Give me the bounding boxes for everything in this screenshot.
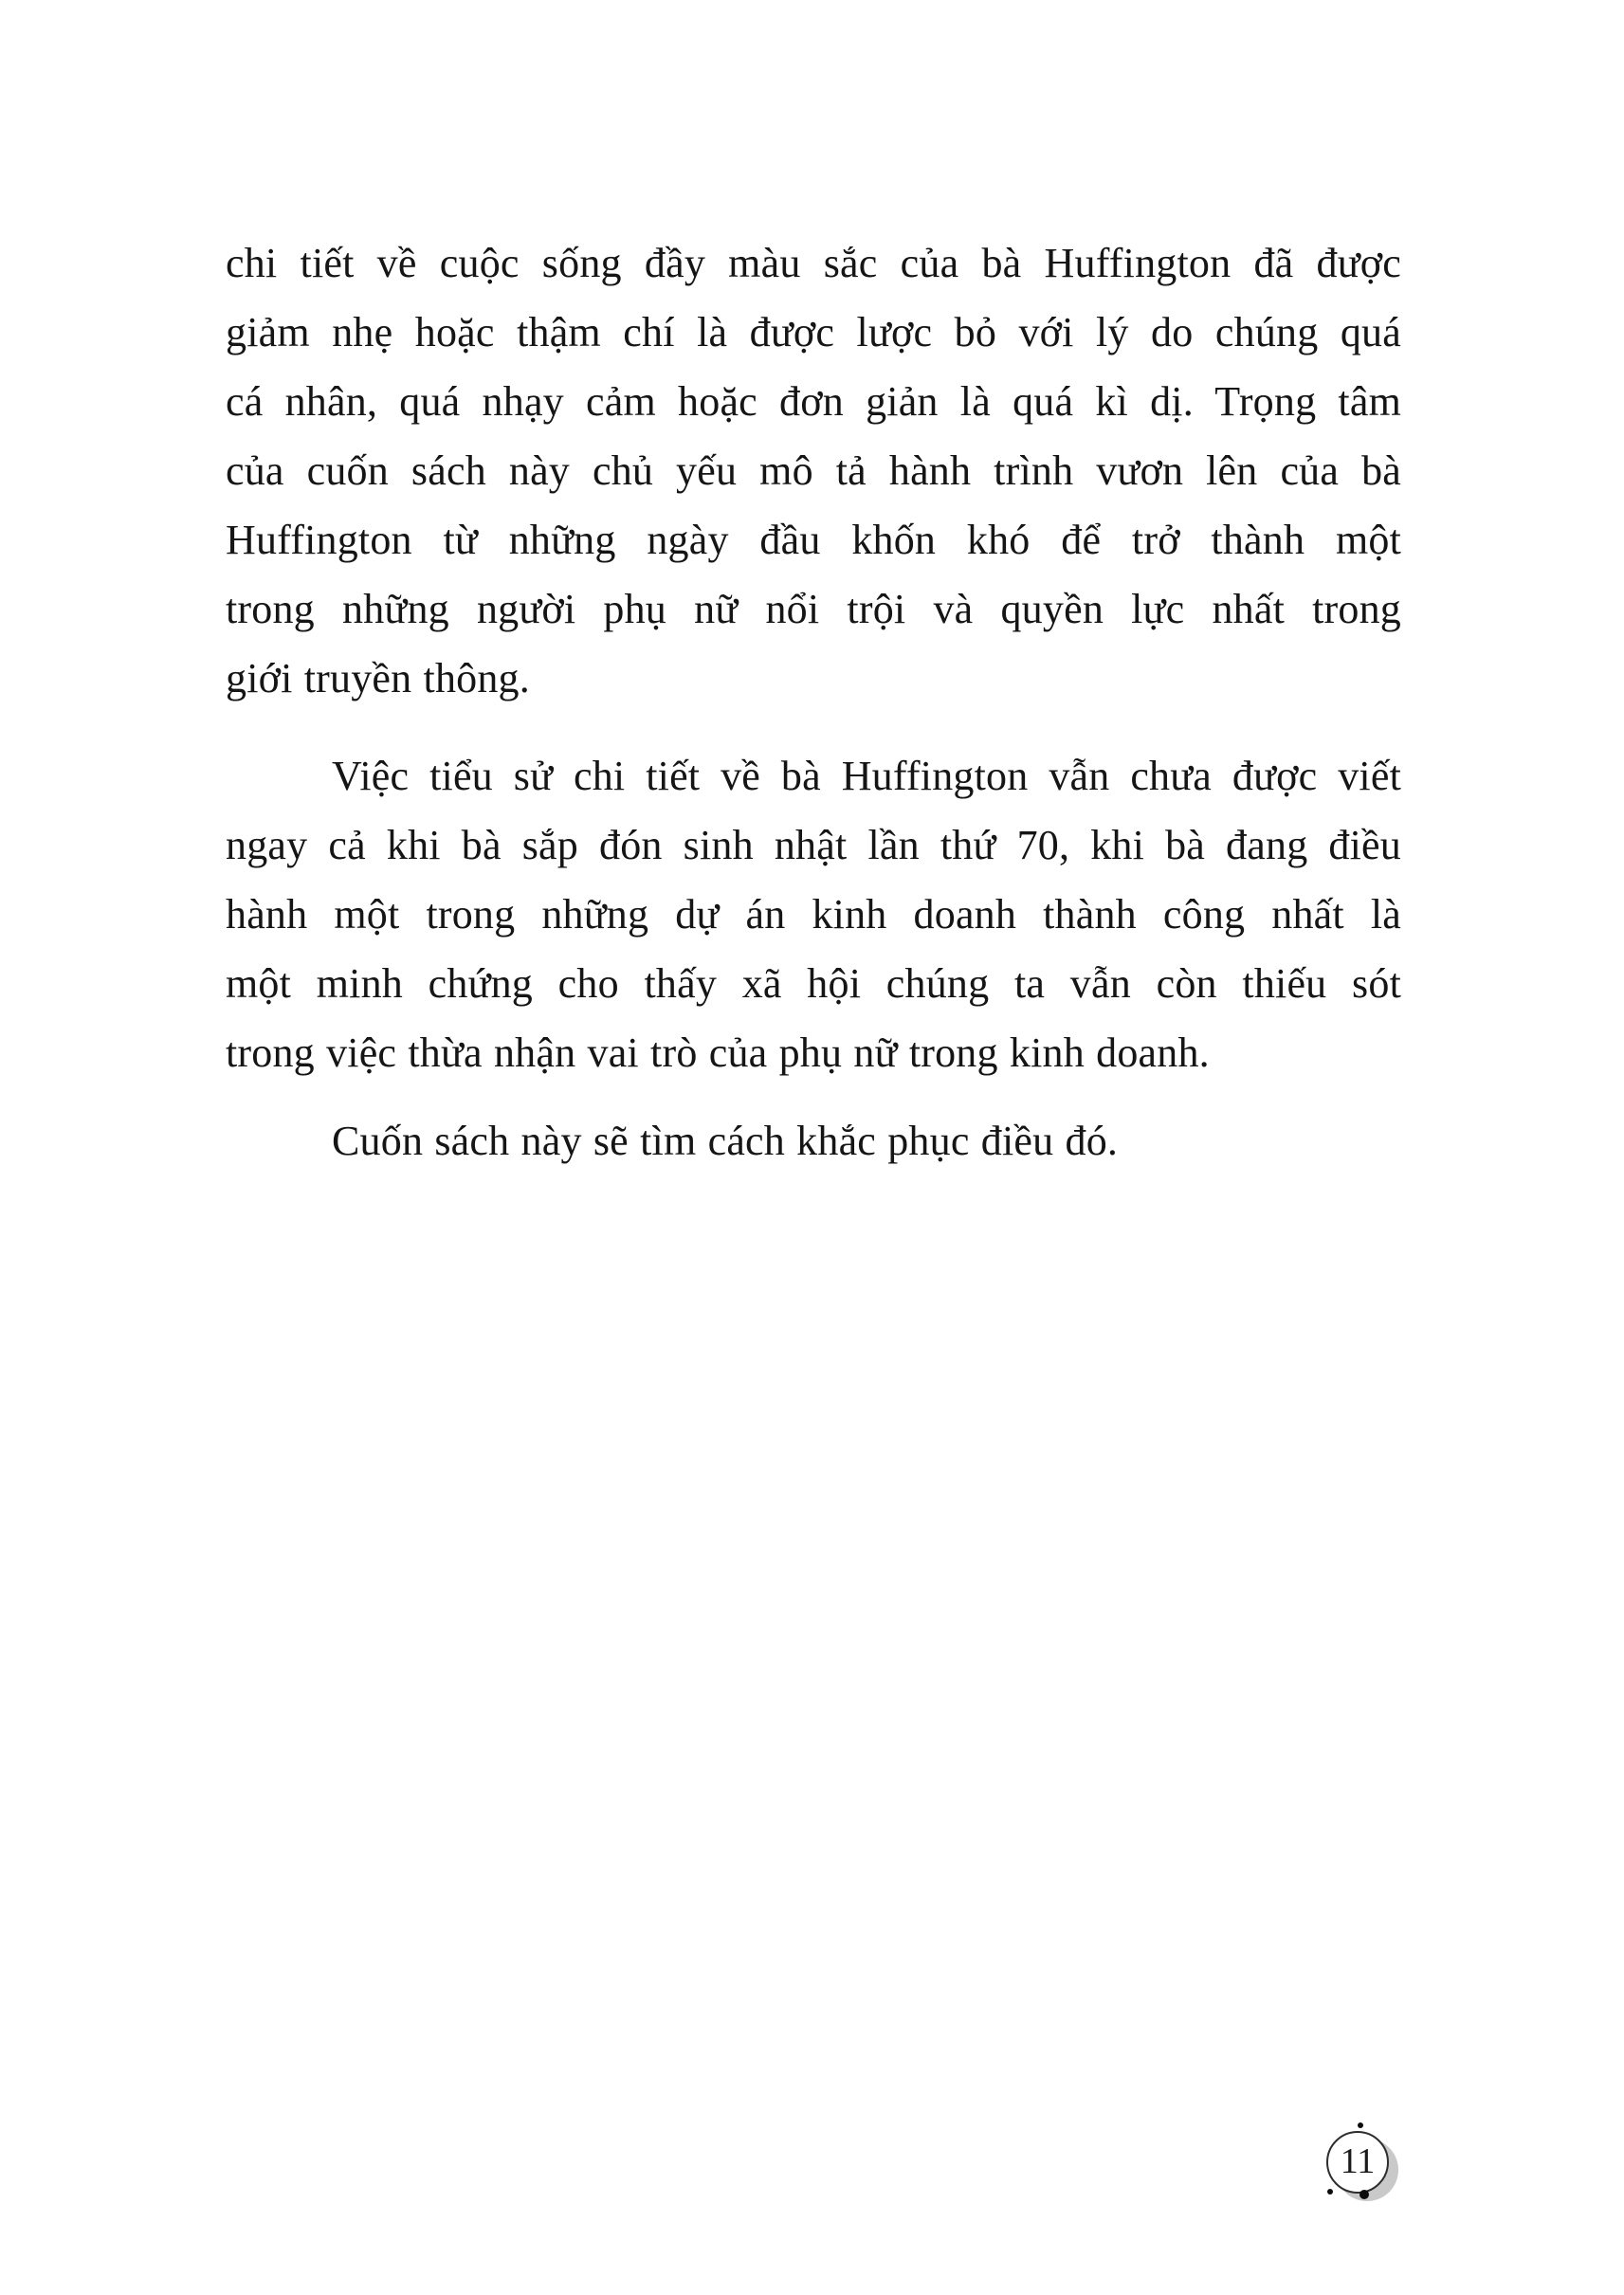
text-line: trong việc thừa nhận vai trò của phụ nữ trong kinh doanh. [226, 1029, 1210, 1076]
text-line: ngay cả khi bà sắp đón sinh nhật lần thứ 70, khi bà đang điều [226, 822, 1401, 868]
decorative-dot-icon [1327, 2189, 1333, 2195]
text-line: trong những người phụ nữ nổi trội và quyền lực nhất trong [226, 586, 1401, 632]
page-number-badge [1326, 2131, 1389, 2194]
text-line: Việc tiểu sử chi tiết về bà Huffington vẫn chưa được viết [332, 753, 1401, 799]
text-line: giới truyền thông. [226, 655, 530, 701]
page-number: 11 [1340, 2141, 1376, 2181]
text-line: cá nhân, quá nhạy cảm hoặc đơn giản là quá kì dị. Trọng tâm [226, 378, 1401, 425]
decorative-dot-icon [1359, 2190, 1369, 2199]
text-line: một minh chứng cho thấy xã hội chúng ta vẫn còn thiếu sót [226, 960, 1401, 1007]
text-line: của cuốn sách này chủ yếu mô tả hành trình vươn lên của bà [226, 447, 1401, 494]
text-line: hành một trong những dự án kinh doanh thành công nhất là [226, 891, 1401, 938]
text-line: Huffington từ những ngày đầu khốn khó để trở thành một [226, 517, 1401, 563]
text-line: giảm nhẹ hoặc thậm chí là được lược bỏ với lý do chúng quá [226, 309, 1401, 355]
paragraph-3 [226, 1106, 1401, 1175]
paragraph-2 [226, 741, 1401, 1087]
book-page-text [226, 228, 1401, 1175]
text-line: chi tiết về cuộc sống đầy màu sắc của bà Huffington đã được [226, 240, 1401, 286]
text-line: Cuốn sách này sẽ tìm cách khắc phục điều đó. [332, 1118, 1119, 1164]
decorative-dot-icon [1358, 2122, 1363, 2128]
paragraph-1 [226, 228, 1401, 713]
